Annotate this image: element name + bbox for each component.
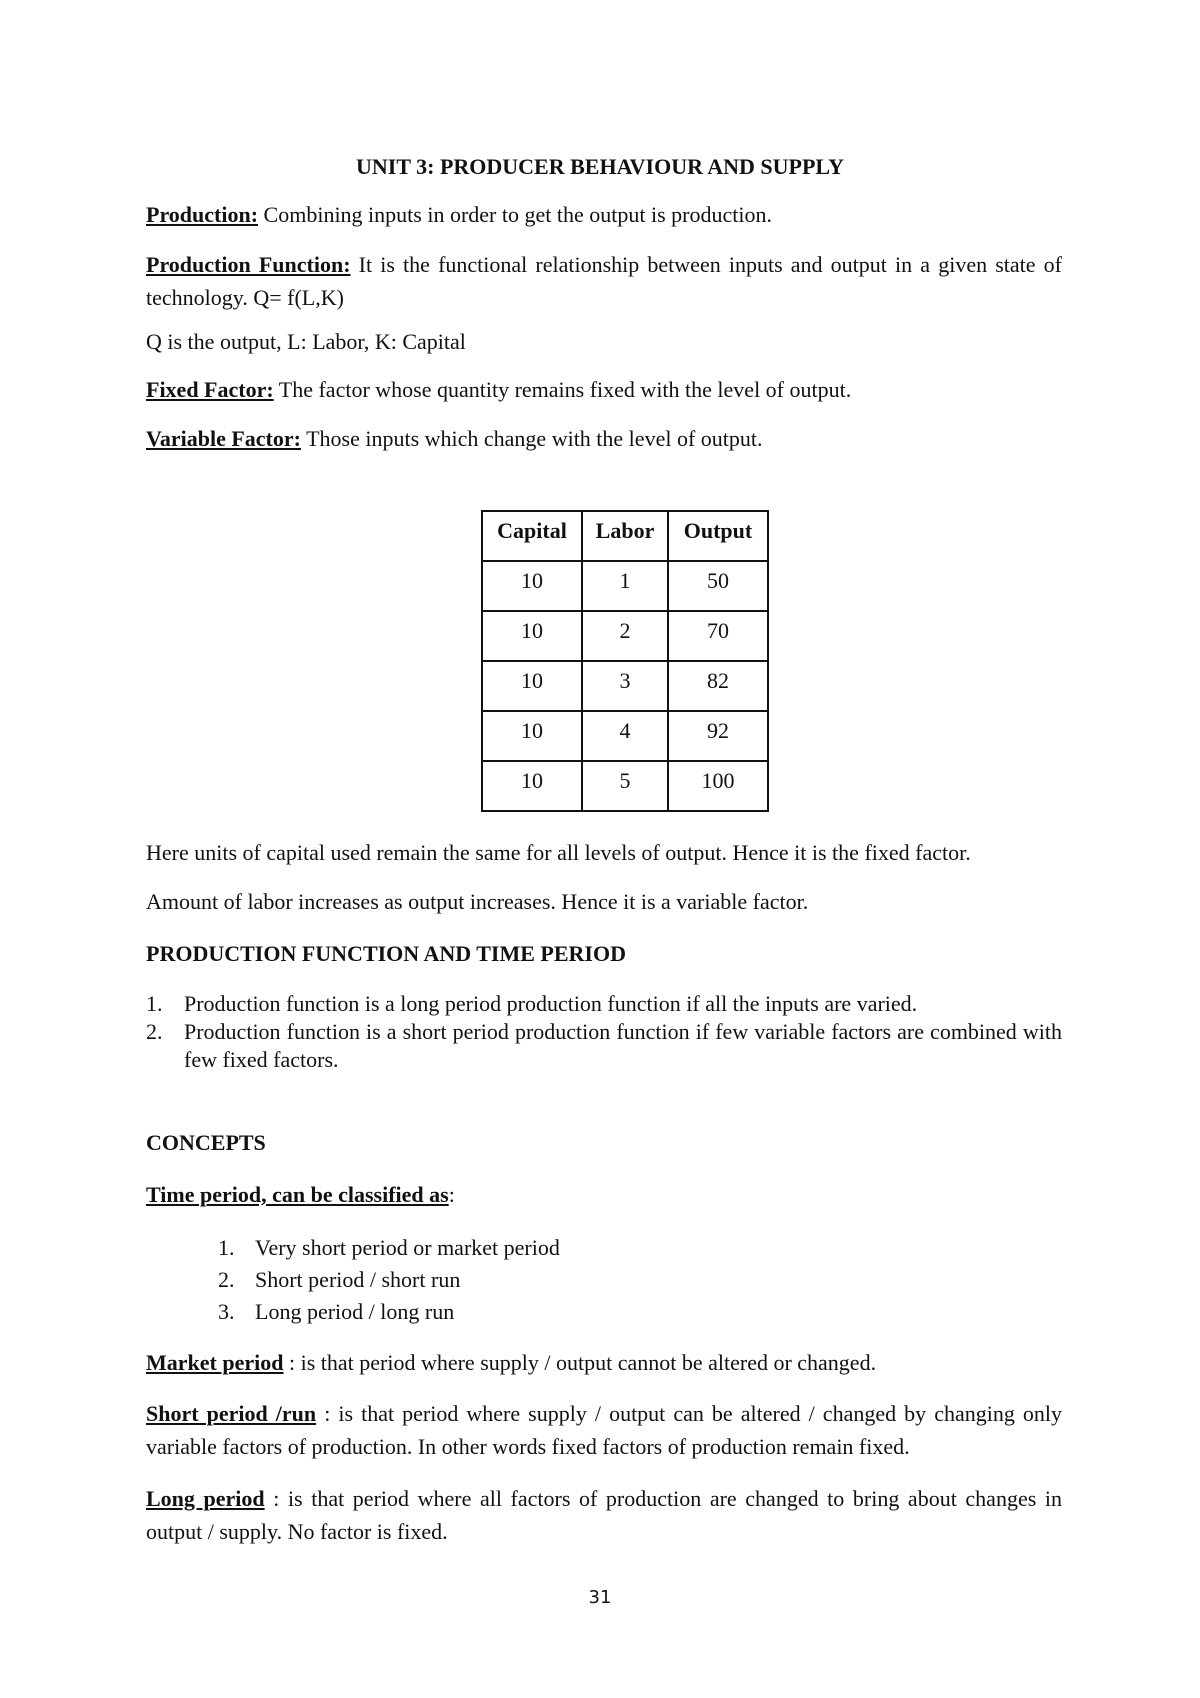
list-text: Production function is a short period production function if few variable factors are combined with few fixed factors. [184, 1019, 1062, 1072]
concepts-list [218, 1232, 918, 1328]
classification-term: Time period, can be classified as [146, 1182, 449, 1207]
cell-output: 82 [668, 661, 768, 711]
variable-factor-text: Those inputs which change with the level of output. [300, 426, 763, 451]
production-table [481, 510, 769, 812]
cell-labor: 4 [582, 711, 668, 761]
list-item [218, 1296, 918, 1328]
cell-labor: 3 [582, 661, 668, 711]
list-number: 1. [146, 991, 163, 1016]
table-row [482, 561, 768, 611]
header-labor: Labor [582, 511, 668, 561]
list-item [146, 1018, 1062, 1074]
time-period-list [146, 990, 1062, 1074]
cell-output: 50 [668, 561, 768, 611]
list-number: 3. [218, 1299, 235, 1324]
header-output: Output [668, 511, 768, 561]
fixed-factor-definition [146, 373, 1062, 406]
market-period-definition [146, 1346, 1062, 1379]
table-header-row [482, 511, 768, 561]
list-text: Long period / long run [255, 1299, 455, 1324]
variable-factor-term: Variable Factor: [146, 426, 301, 451]
cell-labor: 2 [582, 611, 668, 661]
list-item [218, 1232, 918, 1264]
cell-output: 70 [668, 611, 768, 661]
cell-capital: 10 [482, 611, 582, 661]
capital-fixed-note: Here units of capital used remain the same for all levels of output. Hence it is the fixed factor. [146, 840, 971, 865]
page-number: 31 [588, 1587, 612, 1608]
variables-note: Q is the output, L: Labor, K: Capital [146, 329, 466, 354]
cell-labor: 1 [582, 561, 668, 611]
cell-capital: 10 [482, 711, 582, 761]
list-text: Short period / short run [255, 1267, 461, 1292]
production-function-definition [146, 248, 1062, 314]
header-capital: Capital [482, 511, 582, 561]
concepts-heading: CONCEPTS [146, 1130, 266, 1155]
short-period-text: : is that period where supply / output can be altered / changed by changing only variable factors of production. In other words fixed factors of production remain fixed. [146, 1401, 1063, 1459]
list-item [218, 1264, 918, 1296]
production-function-term: Production Function: [146, 252, 351, 277]
short-period-term: Short period /run [146, 1401, 317, 1426]
cell-output: 92 [668, 711, 768, 761]
list-text: Production function is a long period production function if all the inputs are varied. [184, 991, 918, 1016]
time-period-classification [146, 1178, 1062, 1211]
list-number: 1. [218, 1235, 235, 1260]
market-period-text: : is that period where supply / output cannot be altered or changed. [283, 1350, 877, 1375]
long-period-definition [146, 1482, 1062, 1548]
cell-capital: 10 [482, 561, 582, 611]
production-text: Combining inputs in order to get the output is production. [258, 202, 772, 227]
production-term: Production: [146, 202, 259, 227]
long-period-text: : is that period where all factors of production are changed to bring about changes in output / supply. No factor is fixed. [146, 1486, 1062, 1544]
list-number: 2. [218, 1267, 235, 1292]
list-number: 2. [146, 1019, 163, 1044]
classification-colon: : [448, 1182, 455, 1207]
cell-output: 100 [668, 761, 768, 811]
table-row [482, 711, 768, 761]
table-row [482, 761, 768, 811]
market-period-term: Market period [146, 1350, 284, 1375]
time-period-heading: PRODUCTION FUNCTION AND TIME PERIOD [146, 941, 626, 966]
long-period-term: Long period [146, 1486, 265, 1511]
short-period-definition [146, 1397, 1062, 1463]
production-function-text: It is the functional relationship between inputs and output in a given state of technology. Q= f(L,K) [146, 252, 1062, 310]
cell-capital: 10 [482, 761, 582, 811]
fixed-factor-term: Fixed Factor: [146, 377, 274, 402]
cell-capital: 10 [482, 661, 582, 711]
production-definition [146, 198, 1062, 231]
fixed-factor-text: The factor whose quantity remains fixed with the level of output. [273, 377, 852, 402]
variable-factor-definition [146, 422, 1062, 455]
list-item [146, 990, 1062, 1018]
list-text: Very short period or market period [255, 1235, 560, 1260]
cell-labor: 5 [582, 761, 668, 811]
page-title: UNIT 3: PRODUCER BEHAVIOUR AND SUPPLY [356, 154, 844, 179]
table-row [482, 661, 768, 711]
labor-variable-note: Amount of labor increases as output increases. Hence it is a variable factor. [146, 889, 809, 914]
table-row [482, 611, 768, 661]
